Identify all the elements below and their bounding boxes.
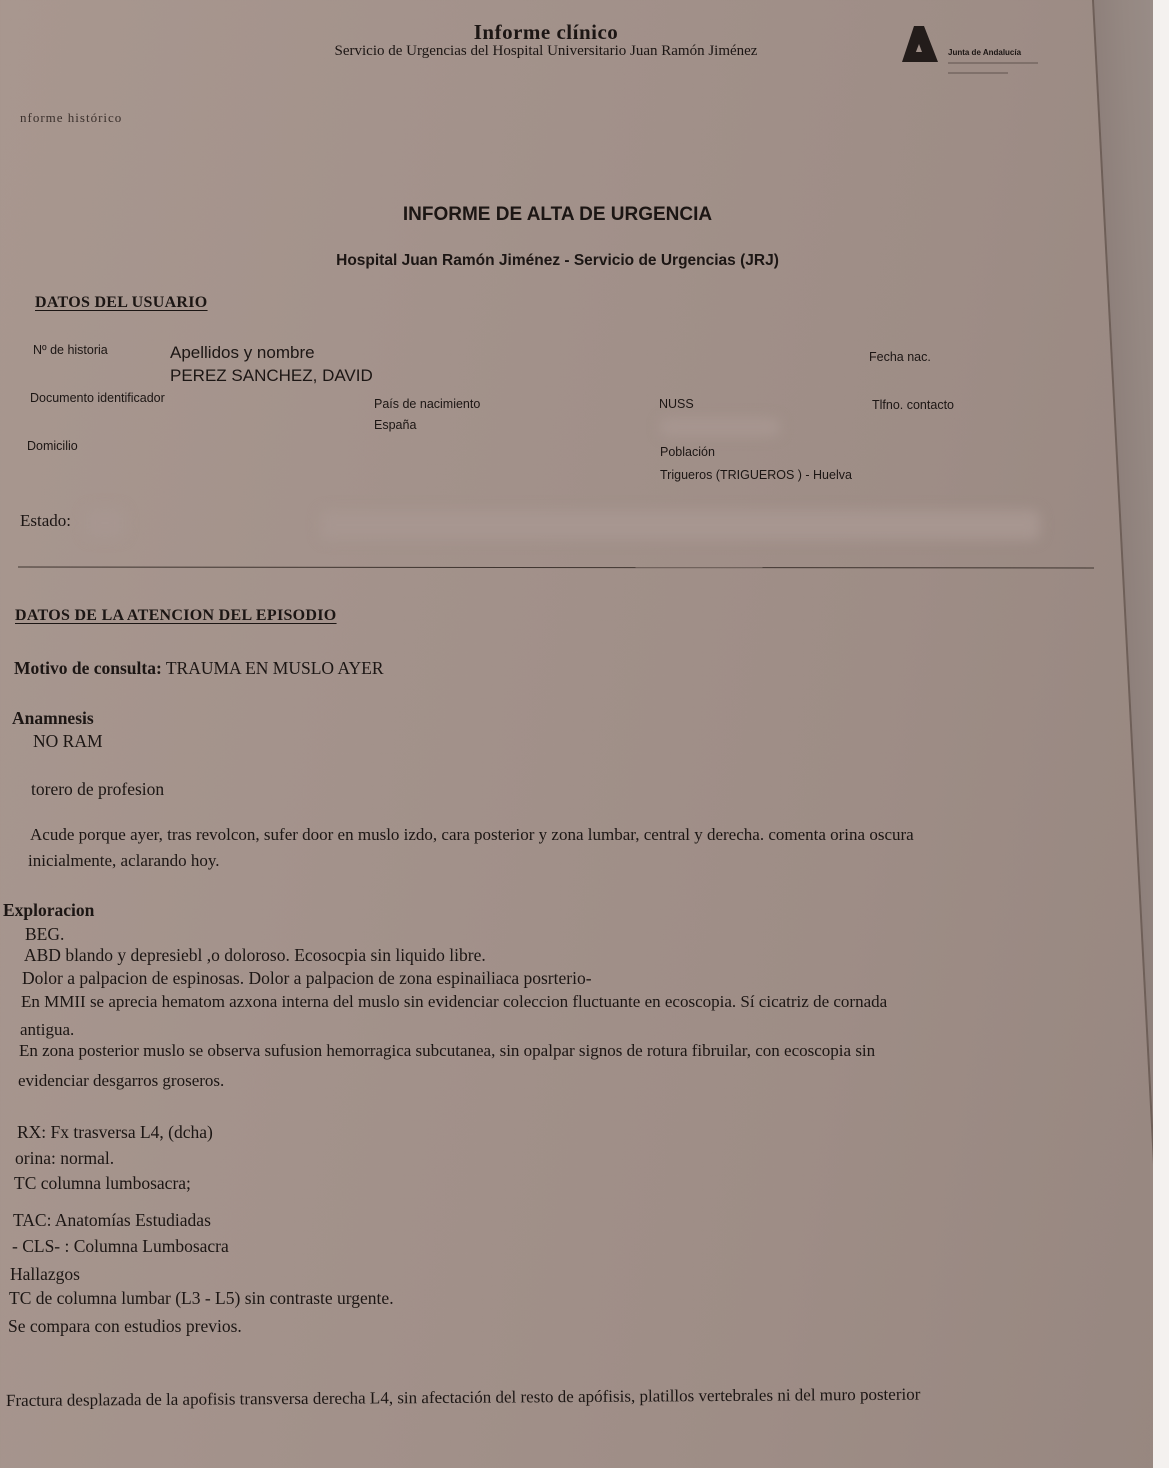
document-header-title: Informe clínico xyxy=(473,20,619,44)
junta-andalucia-logo xyxy=(900,24,1050,74)
exploracion-line: BEG. xyxy=(25,924,65,944)
pais-label: País de nacimiento xyxy=(374,397,481,411)
redacted-area xyxy=(660,418,780,436)
poblacion-value: Trigueros (TRIGUEROS ) - Huelva xyxy=(660,468,852,482)
tac-line: TAC: Anatomías Estudiadas xyxy=(13,1210,211,1230)
conclusion-line: Fractura desplazada de la apofisis transversa derecha L4, sin afectación del resto de apófisis, platillos vertebrales ni del muro posterior xyxy=(5,1384,921,1410)
section-title-user-data: DATOS DEL USUARIO xyxy=(35,294,208,311)
report-title: INFORME DE ALTA DE URGENCIA xyxy=(402,204,713,225)
anamnesis-line: NO RAM xyxy=(33,731,103,751)
background-edge xyxy=(1153,0,1169,1468)
exploracion-line: En zona posterior muslo se observa sufusion hemorragica subcutanea, sin opalpar signos de rotura fibruilar, con ecoscopia sin xyxy=(19,1041,876,1060)
hospital-name: Hospital Juan Ramón Jiménez - Servicio de Urgencias (JRJ) xyxy=(336,252,779,269)
prueba-line: RX: Fx trasversa L4, (dcha) xyxy=(17,1122,213,1142)
exploracion-line: evidenciar desgarros groseros. xyxy=(18,1071,225,1090)
prueba-line: orina: normal. xyxy=(15,1148,115,1168)
documento-label: Documento identificador xyxy=(30,391,165,405)
redacted-area xyxy=(85,508,125,538)
logo-subline xyxy=(948,62,1038,64)
logo-subline xyxy=(948,72,1008,74)
tac-line: TC de columna lumbar (L3 - L5) sin contraste urgente. xyxy=(9,1288,394,1308)
document-header-subtitle: Servicio de Urgencias del Hospital Universitario Juan Ramón Jiménez xyxy=(334,43,758,59)
prueba-line: TC columna lumbosacra; xyxy=(14,1173,191,1193)
nombre-label: Apellidos y nombre xyxy=(170,343,315,362)
motivo-label: Motivo de consulta: xyxy=(14,658,162,678)
section-title-episode: DATOS DE LA ATENCION DEL EPISODIO xyxy=(15,607,337,624)
telefono-label: Tlfno. contacto xyxy=(872,398,954,412)
redacted-area xyxy=(320,510,1040,540)
exploracion-line: En MMII se aprecia hematom azxona interna del muslo sin evidenciar coleccion fluctuante en ecoscopia. Sí cicatriz de cornada xyxy=(21,992,888,1011)
historico-label: nforme histórico xyxy=(20,110,123,125)
exploracion-line: ABD blando y depresiebl ,o doloroso. Ecosocpia sin liquido libre. xyxy=(24,945,486,965)
motivo-consulta xyxy=(14,655,384,681)
poblacion-label: Población xyxy=(660,445,715,459)
estado-label: Estado: xyxy=(20,511,71,530)
historia-label: Nº de historia xyxy=(33,343,108,357)
patient-name: PEREZ SANCHEZ, DAVID xyxy=(170,366,373,385)
exploracion-line: Dolor a palpacion de espinosas. Dolor a palpacion de zona espinailiaca posrterio- xyxy=(22,968,592,988)
tac-line: - CLS- : Columna Lumbosacra xyxy=(12,1236,229,1256)
anamnesis-line: torero de profesion xyxy=(31,779,165,799)
nuss-label: NUSS xyxy=(659,397,694,411)
motivo-value: TRAUMA EN MUSLO AYER xyxy=(165,658,384,678)
anamnesis-line: inicialmente, aclarando hoy. xyxy=(28,851,220,870)
exploracion-label: Exploracion xyxy=(3,900,95,920)
exploracion-line: antigua. xyxy=(20,1020,75,1039)
junta-andalucia-logo-icon xyxy=(900,24,940,64)
domicilio-label: Domicilio xyxy=(27,439,78,453)
fecha-nac-label: Fecha nac. xyxy=(869,350,931,364)
tac-line: Hallazgos xyxy=(10,1264,80,1284)
pais-value: España xyxy=(374,418,417,432)
anamnesis-line: Acude porque ayer, tras revolcon, sufer door en muslo izdo, cara posterior y zona lumbar, central y derecha. comenta orina oscura xyxy=(30,825,914,844)
logo-text: Junta de Andalucía xyxy=(948,48,1022,57)
section-divider xyxy=(18,567,1094,569)
tac-line: Se compara con estudios previos. xyxy=(8,1316,242,1336)
anamnesis-label: Anamnesis xyxy=(12,708,94,728)
